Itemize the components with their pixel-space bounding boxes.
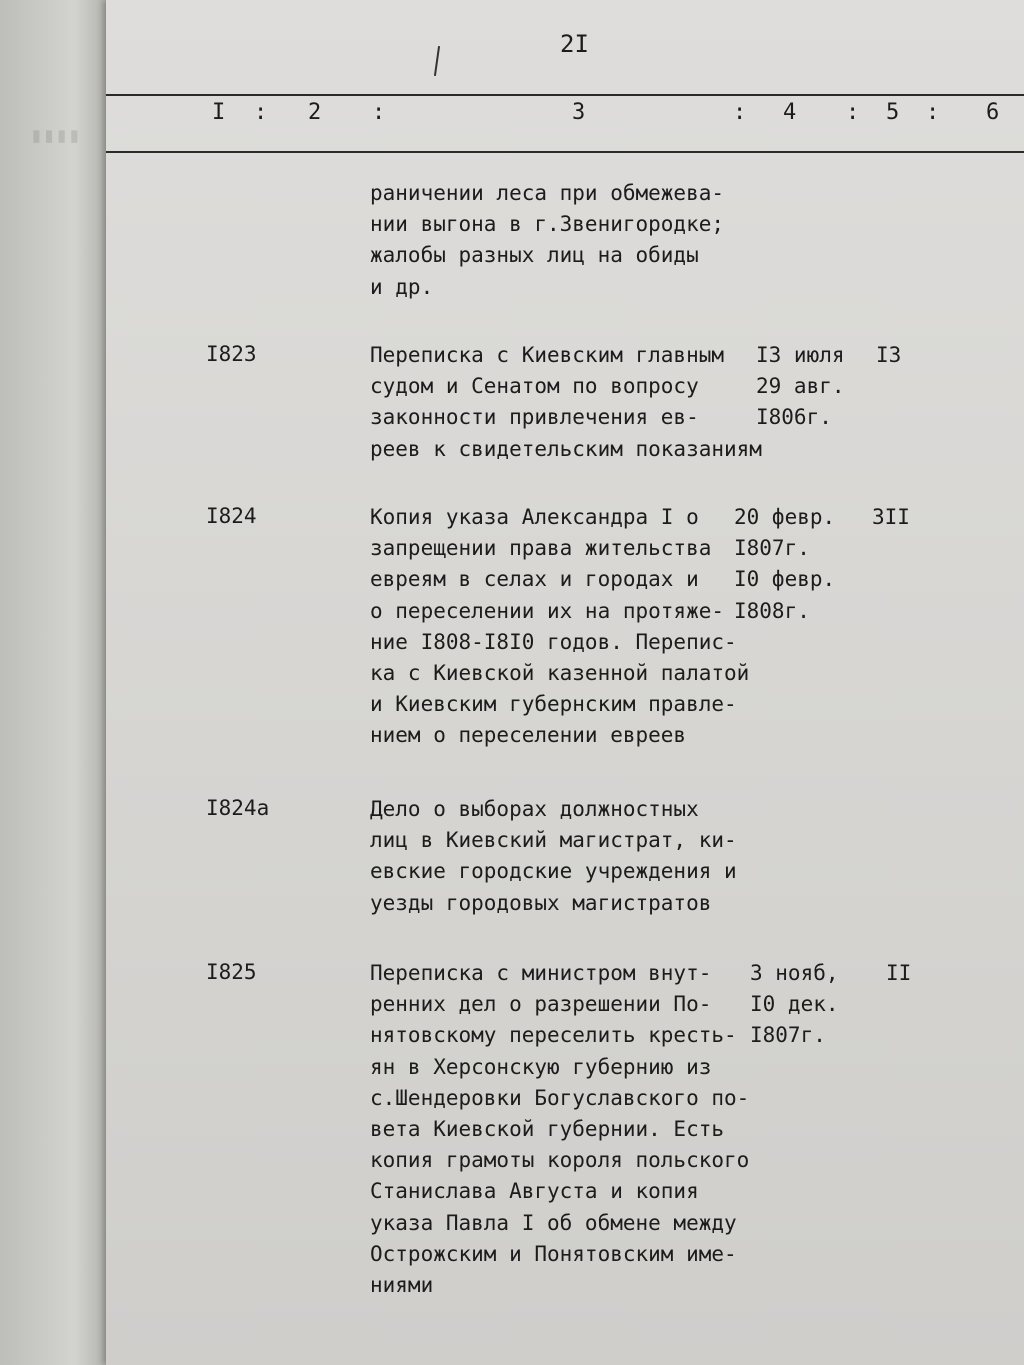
text-line: с.Шендеровки Богуславского по- xyxy=(370,1085,750,1110)
entry-sheet-count: II xyxy=(886,961,912,985)
date-line: I807г. xyxy=(750,1023,826,1048)
text-line: Копия указа Александра I о xyxy=(370,505,699,529)
text-line: запрещении права жительства xyxy=(370,536,712,561)
table-header-top-rule xyxy=(106,94,1024,96)
text-line: нятовскому переселить кресть- xyxy=(370,1023,737,1048)
text-line: евские городские учреждения и xyxy=(370,859,737,884)
date-line: I807г. xyxy=(734,536,810,561)
column-separator: : xyxy=(254,100,268,125)
entry-code: I825 xyxy=(206,960,257,984)
text-line: ян в Херсонскую губернию из xyxy=(370,1054,712,1079)
text-line: реев к свидетельским показаниям xyxy=(370,436,762,461)
text-line: лиц в Киевский магистрат, ки- xyxy=(370,828,737,853)
text-line: раничении леса при обмежева- xyxy=(370,181,725,205)
column-3-header: 3 xyxy=(572,100,586,125)
text-line: нии выгона в г.Звенигородке; xyxy=(370,212,725,237)
facing-page-edge xyxy=(0,0,106,1365)
column-6-header: 6 xyxy=(986,100,1000,125)
column-separator: : xyxy=(372,100,386,125)
text-line: законности привлечения ев- xyxy=(370,405,699,430)
text-line: Переписка с министром внут- xyxy=(370,961,712,985)
text-line: Острожским и Понятовским име- xyxy=(370,1241,737,1266)
entry-dates xyxy=(734,502,874,627)
date-line: I3 июля xyxy=(756,343,845,367)
entry-dates xyxy=(756,340,896,434)
table-header-bottom-rule xyxy=(106,151,1024,153)
entry-description xyxy=(370,794,790,919)
date-line: I806г. xyxy=(756,405,832,430)
entry-sheet-count: I3 xyxy=(876,343,902,367)
column-1-header: I xyxy=(212,100,226,125)
text-line: о переселении их на протяже- xyxy=(370,598,725,623)
entry-description xyxy=(370,340,790,465)
date-line: 3 нояб, xyxy=(750,961,839,985)
column-separator: : xyxy=(926,100,940,125)
text-line: ние I808-I8I0 годов. Перепис- xyxy=(370,629,737,654)
text-line: Переписка с Киевским главным xyxy=(370,343,725,367)
text-line: ниями xyxy=(370,1273,434,1298)
entry-code: I823 xyxy=(206,342,257,366)
entry-sheet-count: 3II xyxy=(872,505,910,529)
entry-description xyxy=(370,502,790,752)
text-line: и Киевским губернским правле- xyxy=(370,692,737,717)
column-5-header: 5 xyxy=(886,100,900,125)
text-line: указа Павла I об обмене между xyxy=(370,1210,737,1235)
column-separator: : xyxy=(846,100,860,125)
date-line: I0 февр. xyxy=(734,567,836,592)
page-number: 2I xyxy=(560,30,589,58)
text-line: уезды городовых магистратов xyxy=(370,890,712,915)
column-2-header: 2 xyxy=(308,100,322,125)
text-line: Станислава Августа и копия xyxy=(370,1179,699,1204)
text-line: судом и Сенатом по вопросу xyxy=(370,374,699,399)
text-line: вета Киевской губернии. Есть xyxy=(370,1117,725,1142)
bleed-through-left: ▮▮▮▮ xyxy=(30,123,81,147)
continuation-text xyxy=(370,178,790,303)
entry-code: I824 xyxy=(206,504,257,528)
text-line: копия грамоты короля польского xyxy=(370,1148,750,1173)
text-line: жалобы разных лиц на обиды xyxy=(370,243,699,268)
column-separator: : xyxy=(733,100,747,125)
date-line: 29 авг. xyxy=(756,374,845,399)
entry-description xyxy=(370,958,790,1301)
text-line: евреям в селах и городах и xyxy=(370,567,699,592)
entry-code: I824а xyxy=(206,796,270,820)
text-line: ренних дел о разрешении По- xyxy=(370,992,712,1017)
text-line: и др. xyxy=(370,274,434,299)
date-line: I0 дек. xyxy=(750,992,839,1017)
text-line: Дело о выборах должностных xyxy=(370,797,699,821)
column-4-header: 4 xyxy=(783,100,797,125)
text-line: нием о переселении евреев xyxy=(370,723,687,748)
date-line: I808г. xyxy=(734,598,810,623)
text-line: ка с Киевской казенной палатой xyxy=(370,661,750,686)
entry-dates xyxy=(750,958,890,1052)
date-line: 20 февр. xyxy=(734,505,836,529)
